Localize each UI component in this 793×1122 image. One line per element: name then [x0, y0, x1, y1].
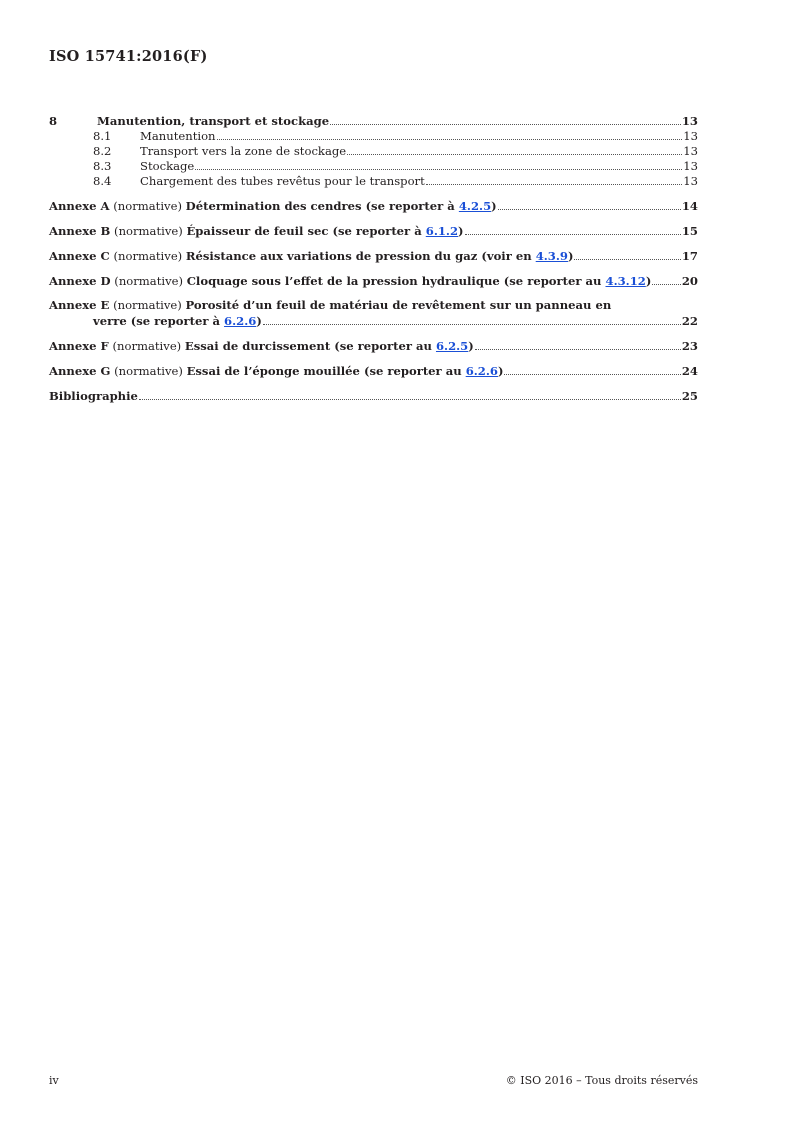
annex-title-close: )	[645, 274, 652, 288]
annex-title: Épaisseur de feuil sec (se reporter à	[186, 224, 426, 238]
annex-normative: (normative)	[109, 298, 186, 312]
clause-title: Manutention, transport et stockage	[97, 114, 330, 128]
page-number: 13	[683, 129, 698, 143]
footer-page-number: iv	[49, 1074, 59, 1087]
subclause-title: Transport vers la zone de stockage	[140, 144, 347, 158]
clause-number: 8	[49, 114, 58, 128]
toc-entry-8-1[interactable]	[49, 128, 698, 143]
dot-leader	[504, 374, 680, 375]
annex-title-close: )	[256, 314, 262, 328]
subclause-title: Stockage	[140, 159, 195, 173]
page-number: 15	[681, 224, 698, 238]
page-number: 13	[681, 114, 698, 128]
toc-entry-annex-f[interactable]	[49, 338, 698, 353]
annex-title-close: )	[468, 339, 474, 353]
annex-normative: (normative)	[110, 364, 187, 378]
annex-label: Annexe A	[49, 199, 110, 213]
subclause-title: Chargement des tubes revêtus pour le transport	[140, 174, 425, 188]
toc-entry-annex-b[interactable]	[49, 223, 698, 238]
annex-label: Annexe D	[49, 274, 111, 288]
dot-leader	[139, 399, 681, 400]
toc-entry-annex-g[interactable]	[49, 363, 698, 378]
subclause-number: 8.1	[93, 129, 112, 143]
annex-normative: (normative)	[110, 274, 187, 288]
page-number: 14	[681, 199, 698, 213]
dot-leader	[330, 124, 681, 125]
annex-title: Cloquage sous l’effet de la pression hydraulique (se reporter au	[186, 274, 606, 288]
toc-entry-annex-e[interactable]	[49, 298, 698, 313]
subclause-number: 8.2	[93, 144, 112, 158]
page-number: 13	[683, 159, 698, 173]
toc-entry-annex-e-continued[interactable]	[49, 313, 698, 328]
page-number: 25	[681, 389, 698, 403]
annex-normative: (normative)	[109, 199, 186, 213]
document-header: ISO 15741:2016(F)	[49, 48, 208, 65]
toc-entry-bibliography[interactable]	[49, 388, 698, 403]
cross-reference-link[interactable]: 6.1.2	[425, 224, 459, 238]
bibliography-title: Bibliographie	[49, 389, 138, 403]
annex-title-continued: verre (se reporter à	[93, 314, 225, 328]
cross-reference-link[interactable]: 6.2.6	[465, 364, 498, 378]
page-number: 13	[683, 144, 698, 158]
annex-title: Résistance aux variations de pression du gaz (voir en	[185, 249, 536, 263]
annex-normative: (normative)	[110, 224, 187, 238]
annex-title: Porosité d’un feuil de matériau de revêtement sur un panneau en	[185, 298, 612, 312]
dot-leader	[347, 154, 682, 155]
cross-reference-link[interactable]: 4.3.9	[535, 249, 568, 263]
annex-title-close: )	[458, 224, 464, 238]
annex-title: Essai de durcissement (se reporter au	[184, 339, 436, 353]
annex-label: Annexe E	[49, 298, 110, 312]
annex-title-close: )	[567, 249, 574, 263]
dot-leader	[426, 184, 682, 185]
cross-reference-link[interactable]: 6.2.6	[224, 314, 257, 328]
subclause-number: 8.4	[93, 174, 112, 188]
cross-reference-link[interactable]: 6.2.5	[435, 339, 469, 353]
annex-normative: (normative)	[108, 339, 185, 353]
annex-title-close: )	[497, 364, 504, 378]
annex-label: Annexe B	[49, 224, 111, 238]
dot-leader	[465, 234, 681, 235]
annex-label: Annexe C	[49, 249, 110, 263]
dot-leader	[652, 284, 681, 285]
table-of-contents	[49, 113, 698, 403]
toc-entry-8-3[interactable]	[49, 158, 698, 173]
page-number: 23	[681, 339, 698, 353]
page-number: 20	[681, 274, 698, 288]
annex-label: Annexe G	[49, 364, 111, 378]
toc-entry-annex-d[interactable]	[49, 273, 698, 288]
annex-title-close: )	[491, 199, 497, 213]
dot-leader	[498, 209, 681, 210]
page-footer	[49, 1074, 698, 1087]
subclause-title: Manutention	[140, 129, 216, 143]
page-number: 17	[681, 249, 698, 263]
page-number: 24	[681, 364, 698, 378]
page-number: 22	[681, 314, 698, 328]
page-number: 13	[683, 174, 698, 188]
toc-entry-clause-8[interactable]	[49, 113, 698, 128]
dot-leader	[195, 169, 682, 170]
annex-title: Essai de l’éponge mouillée (se reporter au	[186, 364, 466, 378]
toc-entry-annex-c[interactable]	[49, 248, 698, 263]
toc-entry-8-4[interactable]	[49, 173, 698, 188]
annex-title: Détermination des cendres (se reporter à	[185, 199, 459, 213]
dot-leader	[475, 349, 681, 350]
dot-leader	[574, 259, 680, 260]
toc-entry-annex-a[interactable]	[49, 198, 698, 213]
annex-label: Annexe F	[49, 339, 109, 353]
annex-normative: (normative)	[109, 249, 186, 263]
cross-reference-link[interactable]: 4.3.12	[605, 274, 646, 288]
dot-leader	[217, 139, 683, 140]
footer-copyright: © ISO 2016 – Tous droits réservés	[505, 1074, 698, 1087]
subclause-number: 8.3	[93, 159, 112, 173]
dot-leader	[263, 324, 681, 325]
cross-reference-link[interactable]: 4.2.5	[458, 199, 492, 213]
toc-entry-8-2[interactable]	[49, 143, 698, 158]
